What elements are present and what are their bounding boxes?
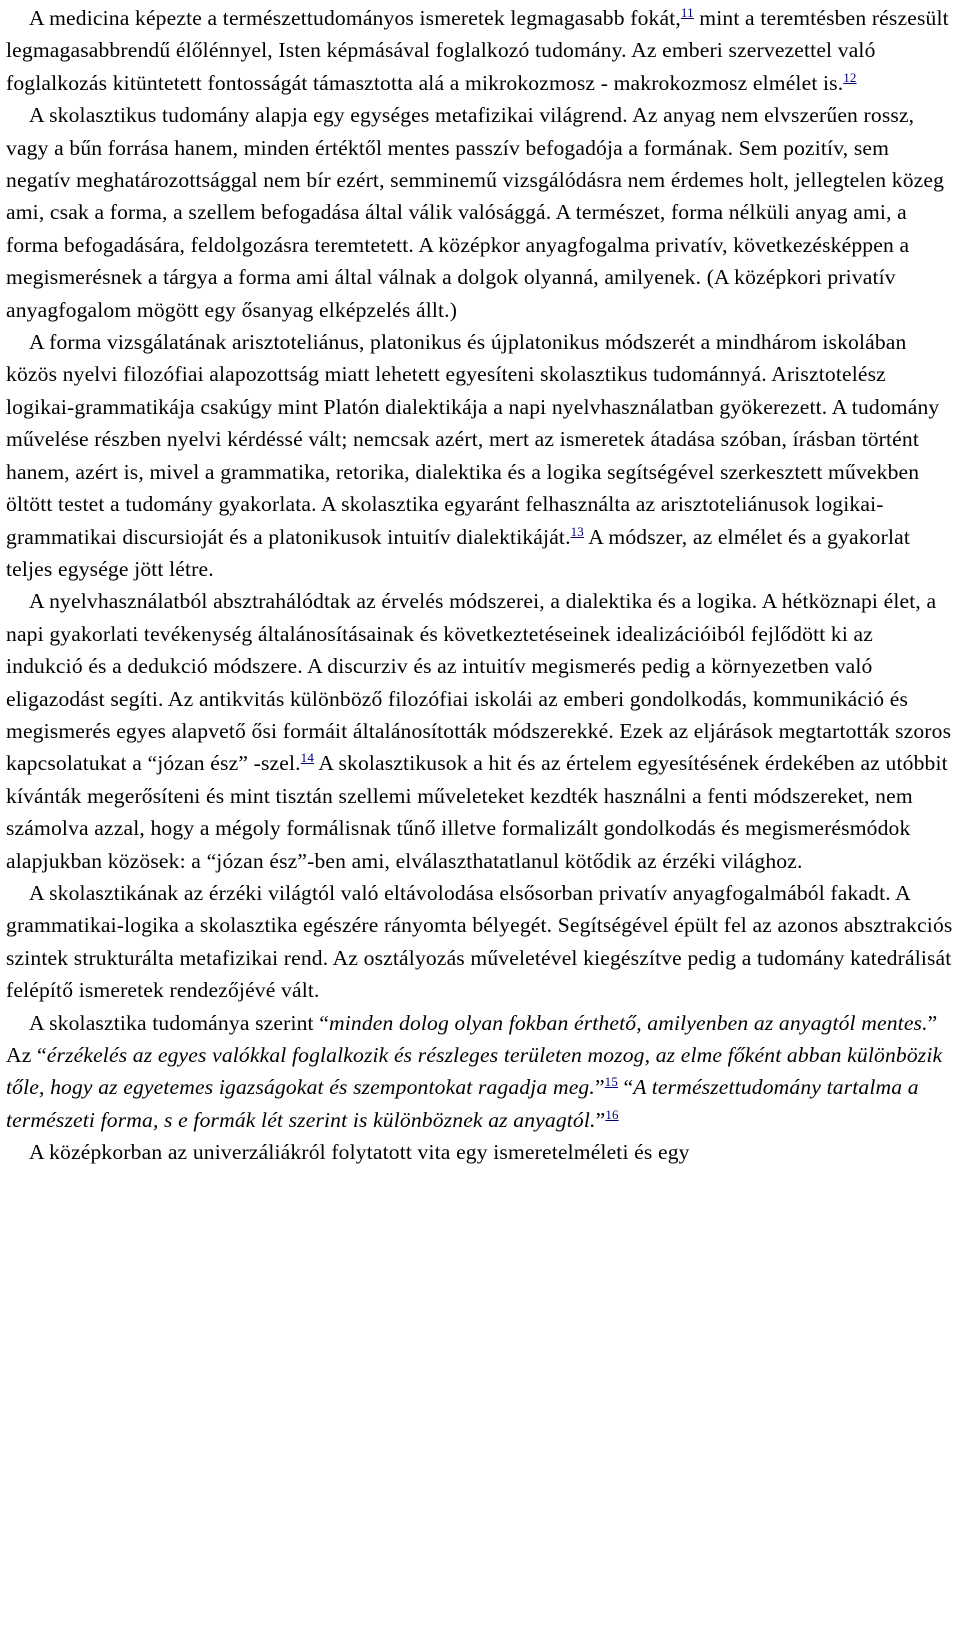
paragraph — [6, 2, 954, 99]
quoted-text: A természettudomány tartalma a természeti forma, s e formák lét szerint is különböznek az anyagtól. — [6, 1075, 919, 1132]
footnote-link[interactable]: 16 — [605, 1106, 619, 1122]
paragraph — [6, 1136, 954, 1168]
footnote-link[interactable]: 12 — [843, 69, 857, 85]
text-run: “ — [617, 1075, 634, 1100]
paragraph — [6, 1007, 954, 1137]
text-run: mint a teremtésben részesült legmagasabbrendű élőlénnyel, Isten képmásával foglalkozó tudomány. Az emberi szervezettel való foglalkozás kitüntetett fontosságát támasztotta alá a mikrokozmosz - makrokozmosz elmélet is. — [6, 6, 949, 95]
text-run: A skolasztika tudománya szerint “ — [29, 1010, 329, 1035]
paragraph — [6, 99, 954, 326]
footnote-link[interactable]: 11 — [680, 5, 694, 20]
text-run: A skolasztikus tudomány alapja egy egységes metafizikai világrend. Az anyag nem elvszerűen rossz, vagy a bűn forrása hanem, minden értéktől mentes passzív befogadója a formának. Sem pozitív, sem negatív meghatározottsággal nem bír ezért, semminemű vizsgálódásra nem érdemes holt, jellegtelen közeg ami, csak a forma, a szellem befogadása által válik valósággá. A természet, forma nélküli anyag ami, a forma befogadására, feldolgozásra teremtetett. A középkor anyagfogalma privatív, következésképpen a megismerésnek a tárgya a forma ami által válnak a dolgok olyanná, amilyenek. (A középkori privatív anyagfogalom mögött egy ősanyag elképzelés állt.) — [6, 103, 945, 322]
text-run: A skolasztikának az érzéki világtól való eltávolodása elsősorban privatív anyagfogalmából fakadt. A grammatikai-logika a skolasztika egészére rányomta bélyegét. Segítségével épült fel az azonos absztrakciós szintek strukturálta metafizikai rend. Az osztályozás műveletével kiegészítve pedig a tudomány katedrálisát felépítő ismeretek rendezőjévé vált. — [6, 880, 953, 1003]
paragraph — [6, 326, 954, 585]
paragraph — [6, 585, 954, 877]
footnote-link[interactable]: 15 — [604, 1074, 618, 1090]
text-run: A középkorban az univerzáliákról folytatott vita egy ismeretelméleti és egy — [29, 1140, 690, 1165]
text-run: A nyelvhasználatból absztrahálódtak az érvelés módszerei, a dialektika és a logika. A hétköznapi élet, a napi gyakorlati tevékenység általánosításainak és következtetéseinek idealizációiból fejlődött ki az indukció és a dedukció módszere. A discurziv és az intuitív megismerés pedig a környezetben való eligazodást segíti. Az antikvitás különböző filozófiai iskolái az emberi gondolkodás, kommunikáció és megismerés egyes alapvető ősi formáit általánosították módszerekké. Ezek az eljárások megtartották szoros kapcsolatukat a “józan ész” -szel. — [6, 589, 952, 776]
text-run: ” — [594, 1075, 605, 1100]
text-run: A módszer, az elmélet és a gyakorlat teljes egysége jött létre. — [6, 524, 911, 581]
footnote-link[interactable]: 13 — [570, 523, 584, 539]
text-run: A forma vizsgálatának arisztoteliánus, platonikus és újplatonikus módszerét a mindhárom iskolában közös nyelvi filozófiai alapozottság miatt lehetett egyesíteni skolasztikus tudománnyá. Arisztotelész logikai-grammatikája csakúgy mint Platón dialektikája a napi nyelvhasználatban gyökerezett. A tudomány művelése részben nyelvi kérdéssé vált; nemcsak azért, mert az ismeretek átadása szóban, írásban történt hanem, azért is, mivel a grammatika, retorika, dialektika és a logika segítségével szerkesztett művekben öltött testet a tudomány gyakorlata. A skolasztika egyaránt felhasználta az arisztoteliánusok logikai-grammatikai discursioját és a platonikusok intuitív dialektikáját. — [6, 330, 940, 549]
text-run: ” — [595, 1107, 606, 1132]
quoted-text: minden dolog olyan fokban érthető, amilyenben az anyagtól mentes. — [329, 1010, 928, 1035]
text-run: ” Az “ — [6, 1010, 938, 1067]
footnote-link[interactable]: 14 — [300, 750, 314, 766]
text-run: A skolasztikusok a hit és az értelem egyesítésének érdekében az utóbbit kívánták megerősíteni és mint tisztán szellemi műveleteket kezdték használni a fenti módszereket, nem számolva azzal, hogy a mégoly formálisnak tűnő illetve formalizált gondolkodás és megismerésmódok alapjukban közösek: a “józan ész”-ben ami, elválaszthatatlanul kötődik az érzéki világhoz. — [6, 751, 948, 873]
text-run: A medicina képezte a természettudományos ismeretek legmagasabb fokát, — [29, 6, 681, 30]
quoted-text: érzékelés az egyes valókkal foglalkozik és részleges területen mozog, az elme főként abban különbözik tőle, hogy az egyetemes igazságokat és szempontokat ragadja meg. — [6, 1043, 943, 1100]
paragraph — [6, 877, 954, 1007]
